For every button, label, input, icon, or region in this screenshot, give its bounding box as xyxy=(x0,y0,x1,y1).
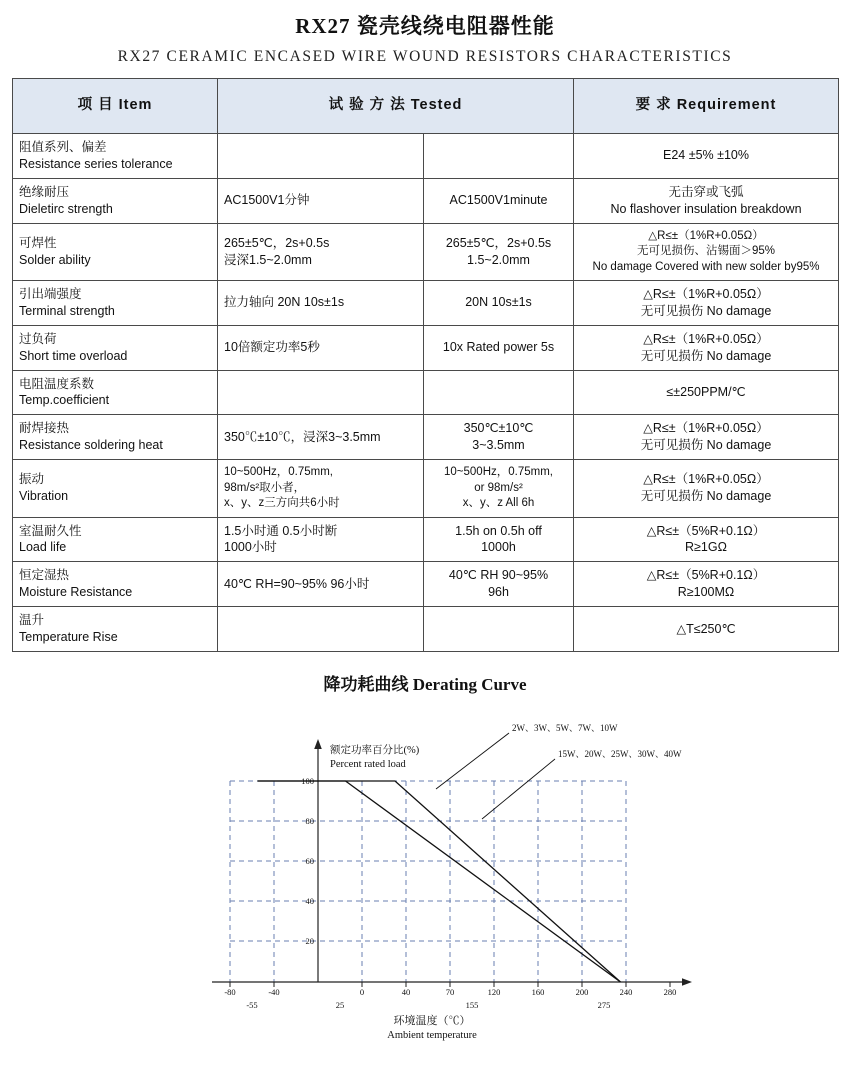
cell-method-en xyxy=(424,562,574,607)
chart-legend xyxy=(512,723,682,759)
cell-item xyxy=(13,517,218,562)
cell-method-en xyxy=(424,134,574,179)
cell-method-en xyxy=(424,178,574,223)
item-cn: 可焊性 xyxy=(19,235,57,250)
method-cn-2: 98m/s²取小者， xyxy=(224,481,306,494)
cell-method-cn xyxy=(218,415,424,460)
cell-method-en xyxy=(424,607,574,652)
cell-item xyxy=(13,223,218,281)
req-cn: △R≤±（1%R+0.05Ω） xyxy=(643,421,769,436)
item-en: Terminal strength xyxy=(19,303,115,318)
table-row xyxy=(13,134,839,179)
item-cn: 阻值系列、偏差 xyxy=(19,140,107,154)
column-header-requirement: 要 求 Requirement xyxy=(574,79,839,134)
method-cn: 1.5小时通 0.5小时断 xyxy=(224,523,338,538)
svg-text:160: 160 xyxy=(531,986,545,997)
item-en: Load life xyxy=(19,540,67,555)
cell-method-en xyxy=(424,415,574,460)
cell-method-en xyxy=(424,370,574,415)
item-en: Dieletirc strength xyxy=(19,201,113,216)
x-axis-title-cn: 环境温度（℃） xyxy=(393,1014,471,1027)
cell-requirement xyxy=(574,607,839,652)
item-cn: 引出端强度 xyxy=(19,287,82,302)
method-en-2: or 98m/s² xyxy=(474,481,523,494)
method-cn-3: x、y、z三方向共6小时 xyxy=(224,497,340,510)
req-en: No damage Covered with new solder by95% xyxy=(592,260,820,273)
cell-method-en xyxy=(424,325,574,370)
derating-curve-series-a xyxy=(258,781,621,982)
cell-method-cn xyxy=(218,281,424,326)
item-en: Temperature Rise xyxy=(19,629,118,644)
method-en-2: 1000h xyxy=(481,540,516,555)
cell-requirement xyxy=(574,134,839,179)
svg-text:240: 240 xyxy=(619,986,633,997)
derating-curve-chart xyxy=(12,699,838,1041)
chart-title: 降功耗曲线 Derating Curve xyxy=(323,674,527,694)
item-en: Moisture Resistance xyxy=(19,585,133,600)
req-en: R≥1GΩ xyxy=(685,540,727,555)
method-cn-2: 1000小时 xyxy=(224,540,277,555)
cell-item xyxy=(13,460,218,518)
item-cn: 室温耐久性 xyxy=(19,523,82,538)
req-en: R≥100MΩ xyxy=(677,585,735,600)
method-en: 265±5℃，2s+0.5s xyxy=(445,235,552,250)
cell-item xyxy=(13,134,218,179)
cell-method-en xyxy=(424,223,574,281)
method-en: 10x Rated power 5s xyxy=(442,340,555,355)
item-cn: 绝缘耐压 xyxy=(19,184,70,199)
svg-text:-40: -40 xyxy=(268,986,280,997)
cell-method-cn xyxy=(218,517,424,562)
table-row xyxy=(13,281,839,326)
item-cn: 电阻温度系数 xyxy=(19,376,95,391)
method-en: 20N 10s±1s xyxy=(465,295,532,310)
cell-method-cn xyxy=(218,562,424,607)
req-en: △T≤250℃ xyxy=(676,621,736,636)
method-en-2: 1.5~2.0mm xyxy=(467,252,530,267)
legend-item-a: 2W、3W、5W、7W、10W xyxy=(512,722,618,733)
req-cn: △R≤±（5%R+0.1Ω） xyxy=(646,568,766,583)
chart-x-tick-labels xyxy=(224,987,676,997)
cell-requirement xyxy=(574,460,839,518)
item-en: Resistance soldering heat xyxy=(19,438,163,453)
svg-text:25: 25 xyxy=(335,999,345,1010)
svg-text:60: 60 xyxy=(305,855,314,866)
cell-method-cn xyxy=(218,223,424,281)
column-header-item: 项 目 Item xyxy=(13,79,218,134)
req-cn: △R≤±（1%R+0.05Ω） xyxy=(643,331,769,346)
chart-y-axis-title xyxy=(330,743,420,770)
method-en-3: x、y、z All 6h xyxy=(462,497,535,510)
cell-item xyxy=(13,281,218,326)
svg-text:80: 80 xyxy=(305,815,314,826)
item-cn: 过负荷 xyxy=(19,331,57,346)
req-cn: △R≤±（1%R+0.05Ω） xyxy=(648,229,764,242)
item-en: Short time overload xyxy=(19,348,128,363)
method-en: 350℃±10℃ xyxy=(463,421,534,436)
svg-text:-55: -55 xyxy=(246,999,258,1010)
y-axis-title-cn: 额定功率百分比(%) xyxy=(330,744,420,756)
derating-chart-svg xyxy=(12,699,838,1041)
method-cn: 40℃ RH=90~95% 96小时 xyxy=(224,576,370,591)
cell-item xyxy=(13,178,218,223)
cell-requirement xyxy=(574,178,839,223)
req-en: 无可见损伤 No damage xyxy=(640,438,772,453)
chart-x-tick-labels-secondary xyxy=(246,1000,610,1010)
method-cn-2: 浸深1.5~2.0mm xyxy=(224,252,312,267)
item-cn: 恒定湿热 xyxy=(19,568,70,583)
svg-text:120: 120 xyxy=(487,986,501,997)
cell-method-cn xyxy=(218,460,424,518)
item-cn: 温升 xyxy=(19,613,45,628)
item-en: Temp.coefficient xyxy=(19,393,110,408)
method-cn: 10~500Hz，0.75mm, xyxy=(224,466,333,479)
item-cn: 振动 xyxy=(19,472,45,487)
table-row xyxy=(13,178,839,223)
req-cn: △R≤±（1%R+0.05Ω） xyxy=(643,472,769,487)
table-row xyxy=(13,562,839,607)
page-title-cn: RX27 瓷壳线绕电阻器性能 xyxy=(295,14,555,38)
method-en: AC1500V1minute xyxy=(449,193,548,208)
cell-method-en xyxy=(424,281,574,326)
derating-curve-series-b xyxy=(258,781,621,982)
req-en: No flashover insulation breakdown xyxy=(610,201,802,216)
cell-requirement xyxy=(574,415,839,460)
req-en: 无可见损伤 No damage xyxy=(640,303,772,318)
cell-method-cn xyxy=(218,134,424,179)
req-en: 无可见损伤 No damage xyxy=(640,348,772,363)
req-cn: △R≤±（5%R+0.1Ω） xyxy=(646,523,766,538)
cell-item xyxy=(13,370,218,415)
svg-text:40: 40 xyxy=(305,895,314,906)
svg-text:100: 100 xyxy=(301,775,314,786)
table-row xyxy=(13,607,839,652)
method-en: 1.5h on 0.5h off xyxy=(455,523,542,538)
cell-requirement xyxy=(574,517,839,562)
item-en: Vibration xyxy=(19,489,69,504)
req-en: ≤±250PPM/℃ xyxy=(666,384,746,399)
page-title-en: RX27 CERAMIC ENCASED WIRE WOUND RESISTORS CHARACTERISTICS xyxy=(117,48,733,65)
specifications-table xyxy=(12,78,839,652)
cell-item xyxy=(13,325,218,370)
method-en-2: 96h xyxy=(488,585,509,600)
table-row xyxy=(13,460,839,518)
req-en: E24 ±5% ±10% xyxy=(663,148,749,163)
cell-item xyxy=(13,562,218,607)
svg-text:20: 20 xyxy=(305,935,314,946)
method-cn: 10倍额定功率5秒 xyxy=(224,340,320,355)
svg-text:280: 280 xyxy=(663,986,677,997)
x-axis-title-en: Ambient temperature xyxy=(387,1029,477,1041)
cell-method-cn xyxy=(218,607,424,652)
req-en: 无可见损伤 No damage xyxy=(640,489,772,504)
svg-text:-80: -80 xyxy=(224,986,236,997)
document-page xyxy=(0,10,850,1070)
cell-method-cn xyxy=(218,325,424,370)
req-cn-2: 无可见损伤、沾锡面＞95% xyxy=(636,245,775,258)
svg-text:40: 40 xyxy=(401,986,411,997)
cell-method-en xyxy=(424,517,574,562)
method-cn: 265±5℃，2s+0.5s xyxy=(224,235,330,250)
cell-requirement xyxy=(574,562,839,607)
item-cn: 耐焊接热 xyxy=(19,421,70,436)
table-row xyxy=(13,325,839,370)
svg-text:155: 155 xyxy=(465,999,479,1010)
cell-method-en xyxy=(424,460,574,518)
cell-requirement xyxy=(574,325,839,370)
svg-text:0: 0 xyxy=(359,986,365,997)
cell-requirement xyxy=(574,223,839,281)
cell-requirement xyxy=(574,370,839,415)
item-en: Solder ability xyxy=(19,252,91,267)
cell-item xyxy=(13,607,218,652)
table-header-row xyxy=(13,79,839,134)
table-row xyxy=(13,370,839,415)
chart-leader-lines xyxy=(436,733,555,819)
y-axis-title-en: Percent rated load xyxy=(330,758,406,770)
method-cn: 拉力轴向 20N 10s±1s xyxy=(224,295,345,310)
method-en: 40℃ RH 90~95% xyxy=(448,568,549,583)
legend-item-b: 15W、20W、25W、30W、40W xyxy=(558,748,682,759)
cell-requirement xyxy=(574,281,839,326)
table-row xyxy=(13,517,839,562)
method-en-2: 3~3.5mm xyxy=(472,438,525,453)
table-row xyxy=(13,223,839,281)
item-en: Resistance series tolerance xyxy=(19,156,173,171)
chart-x-axis-title xyxy=(387,1013,477,1041)
svg-text:200: 200 xyxy=(575,986,589,997)
method-cn: 350℃±10℃，浸深3~3.5mm xyxy=(224,429,381,444)
req-cn: △R≤±（1%R+0.05Ω） xyxy=(643,287,769,302)
table-row xyxy=(13,415,839,460)
method-cn: AC1500V1分钟 xyxy=(224,193,310,208)
req-cn: 无击穿或飞弧 xyxy=(668,184,744,199)
cell-method-cn xyxy=(218,370,424,415)
cell-item xyxy=(13,415,218,460)
column-header-tested: 试 验 方 法 Tested xyxy=(218,79,574,134)
svg-text:275: 275 xyxy=(597,999,611,1010)
cell-method-cn xyxy=(218,178,424,223)
method-en: 10~500Hz，0.75mm, xyxy=(444,466,553,479)
svg-text:70: 70 xyxy=(445,986,455,997)
